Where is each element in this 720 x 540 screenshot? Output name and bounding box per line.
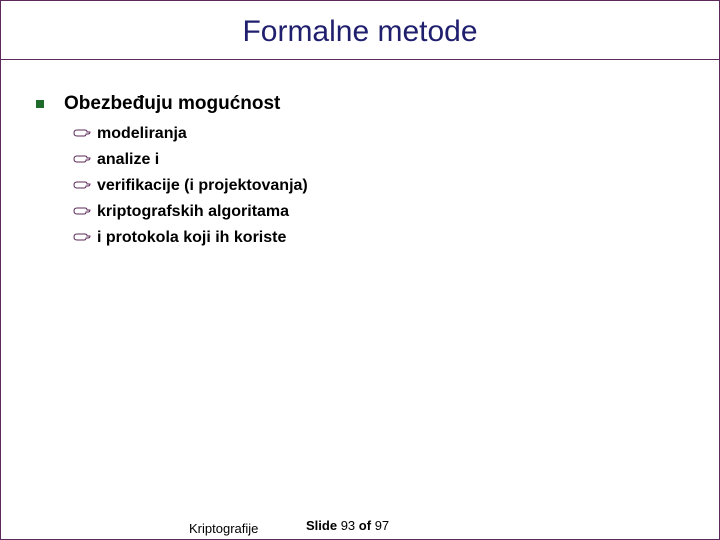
slide-title: Formalne metode — [242, 15, 478, 48]
sub-bullet-text: modeliranja — [97, 125, 187, 142]
footer-course: Kriptografije — [189, 521, 259, 536]
pointing-hand-icon — [73, 125, 97, 143]
list-item — [73, 121, 308, 147]
slide-label: Slide — [306, 518, 338, 533]
list-item — [73, 173, 308, 199]
sub-bullet-text: verifikacije (i projektovanja) — [97, 177, 308, 194]
pointing-hand-icon — [73, 229, 97, 247]
slide-total: 97 — [374, 518, 390, 533]
sub-bullet-text: kriptografskih algoritama — [97, 203, 290, 220]
pointing-hand-icon — [73, 203, 97, 221]
list-item — [73, 225, 308, 251]
pointing-hand-icon — [73, 151, 97, 169]
of-label: of — [358, 518, 372, 533]
sub-bullet-list — [73, 121, 308, 251]
slide-number: 93 — [340, 518, 356, 533]
main-bullet — [36, 93, 280, 115]
title-divider — [1, 59, 719, 60]
sub-bullet-text: analize i — [97, 151, 160, 168]
pointing-hand-icon — [73, 177, 97, 195]
list-item — [73, 199, 308, 225]
slide-counter — [306, 518, 389, 533]
main-bullet-text: Obezbeđuju mogućnost — [64, 93, 281, 114]
sub-bullet-text: i protokola koji ih koriste — [97, 229, 287, 246]
list-item — [73, 147, 308, 173]
square-bullet-icon — [36, 100, 44, 108]
